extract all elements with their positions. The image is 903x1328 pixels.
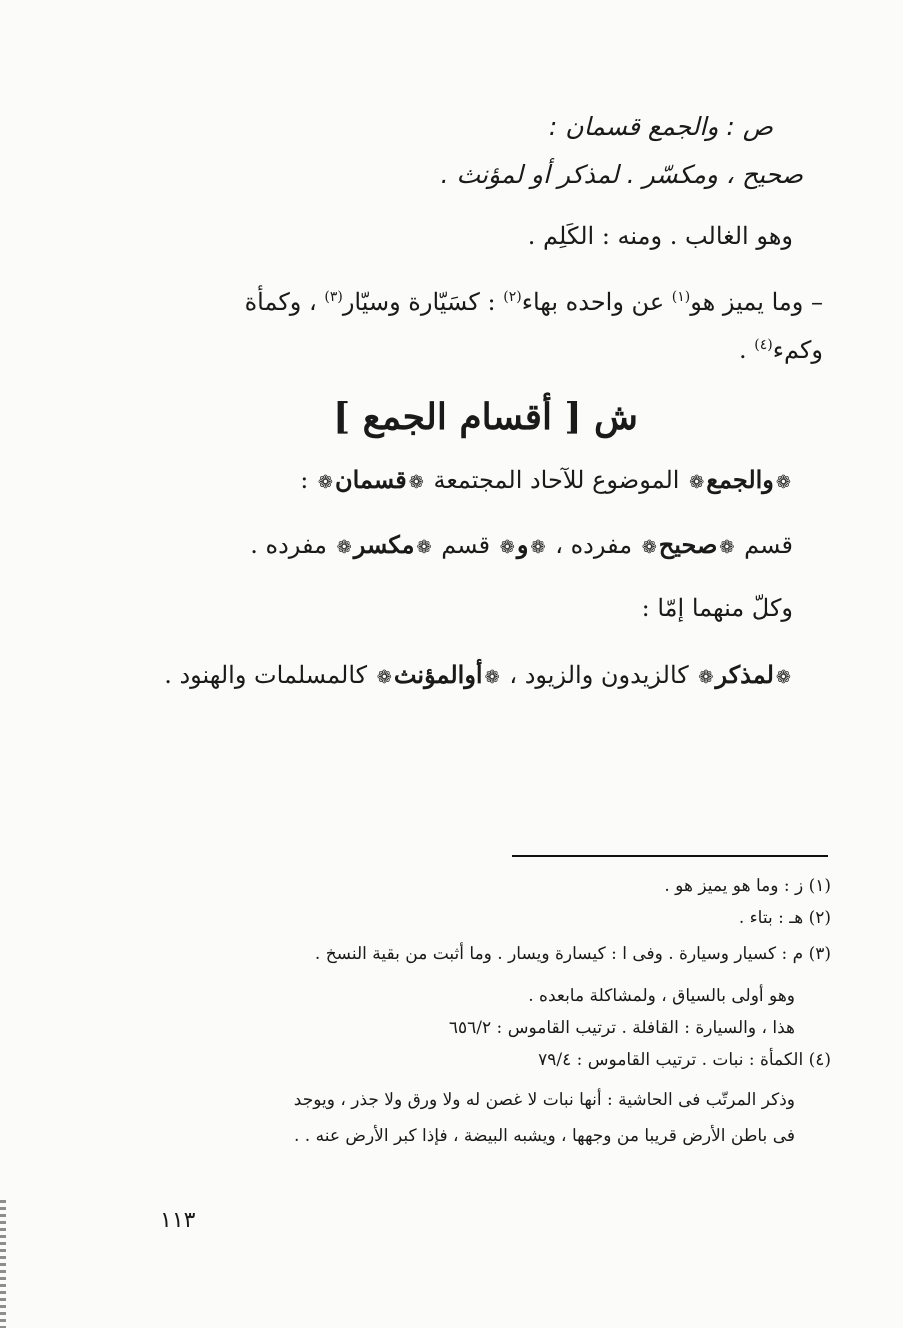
section-heading: ش [ أقسام الجمع ] bbox=[333, 396, 638, 438]
ornament-open-icon: ❁ bbox=[775, 472, 791, 493]
intro-line-3 bbox=[739, 336, 823, 364]
sharh-line-4-ex1: كالزيدون والزيود ، bbox=[509, 661, 689, 689]
intro-line-2-post: ، وكمأة bbox=[244, 288, 317, 316]
sharh-line-1-colon: : bbox=[300, 466, 309, 494]
ornament-open-icon: ❁ bbox=[416, 537, 432, 558]
sharh-line-2-mufrad: مفرده ، bbox=[555, 531, 633, 559]
matn-line-1: ص : والجمع قسمان : bbox=[548, 112, 773, 141]
sharh-line-1 bbox=[300, 465, 793, 494]
sharh-line-4-ex2: كالمسلمات والهنود . bbox=[164, 661, 368, 689]
ornament-open-icon: ❁ bbox=[530, 537, 546, 558]
ornament-close-icon: ❁ bbox=[317, 472, 334, 493]
term-mukassar: مكسر bbox=[353, 530, 415, 559]
term-sahih: صحيح bbox=[658, 530, 718, 559]
ornament-close-icon: ❁ bbox=[376, 667, 392, 688]
sharh-line-4 bbox=[164, 660, 793, 689]
intro-line-3-post: . bbox=[738, 336, 747, 364]
footnote-4-line-1: (٤) الكمأة : نبات . ترتيب القاموس : ٧٩/٤ bbox=[538, 1050, 831, 1070]
ornament-close-icon: ❁ bbox=[689, 472, 705, 493]
ornament-open-icon: ❁ bbox=[484, 667, 500, 688]
term-qisman: قسمان bbox=[335, 465, 407, 494]
ornament-open-icon: ❁ bbox=[775, 667, 791, 688]
term-waw: و bbox=[516, 530, 529, 559]
footnote-1: (١) ز : وما هو يميز هو . bbox=[664, 876, 831, 896]
sharh-line-2 bbox=[250, 530, 793, 559]
footnote-3-line-2: وهو أولى بالسياق ، ولمشاكلة مابعده . bbox=[528, 986, 795, 1006]
intro-line-1: وهو الغالب . ومنه : الكَلِم . bbox=[527, 222, 793, 250]
footnote-4-line-3: فى باطن الأرض قريبا من وجهها ، ويشبه البيضة ، فإذا كبر الأرض عنه . . bbox=[293, 1126, 795, 1146]
matn-line-2: صحيح ، ومكسّر . لمذكر أو لمؤنث . bbox=[440, 160, 803, 189]
footnote-3-line-3: هذا ، والسيارة : القافلة . ترتيب القاموس : ٦٥٦/٢ bbox=[448, 1018, 795, 1038]
term-muannath: أوالمؤنث bbox=[393, 660, 483, 689]
footnote-ref-4[interactable]: (٤) bbox=[754, 337, 773, 353]
intro-line-2-pre: – وما يميز هو bbox=[690, 288, 823, 316]
sharh-line-2-mufrad2: مفرده . bbox=[250, 531, 328, 559]
intro-line-2-mid2: : كسَيّارة وسيّار bbox=[342, 288, 496, 316]
ornament-open-icon: ❁ bbox=[719, 537, 735, 558]
ornament-close-icon: ❁ bbox=[698, 667, 714, 688]
intro-line-3-pre: وكمء bbox=[772, 336, 823, 364]
sharh-line-2-qism: قسم bbox=[744, 531, 793, 559]
footnote-3-line-1: (٣) م : كسيار وسيارة . وفى ا : كيسارة ويسار . وما أثبت من بقية النسخ . bbox=[314, 944, 831, 964]
ornament-open-icon: ❁ bbox=[408, 472, 424, 493]
ornament-close-icon: ❁ bbox=[641, 537, 657, 558]
sharh-line-1-text: الموضوع للآحاد المجتمعة bbox=[433, 466, 680, 494]
footnote-4-line-2: وذكر المرتّب فى الحاشية : أنها نبات لا غصن له ولا ورق ولا جذر ، ويوجد bbox=[293, 1090, 795, 1110]
ornament-close-icon: ❁ bbox=[336, 537, 352, 558]
ornament-close-icon: ❁ bbox=[499, 537, 515, 558]
page-number: ١١٣ bbox=[160, 1208, 196, 1233]
term-mudhakkar: لمذكر bbox=[715, 660, 774, 689]
sharh-line-3: وكلّ منهما إمّا : bbox=[641, 594, 793, 622]
term-jam: والجمع bbox=[706, 465, 774, 494]
footnote-divider bbox=[512, 855, 828, 857]
footnote-ref-2[interactable]: (٢) bbox=[503, 289, 522, 305]
intro-line-2-mid: عن واحده بهاء bbox=[521, 288, 665, 316]
footnote-ref-1[interactable]: (١) bbox=[671, 289, 691, 305]
page-edge-marks bbox=[0, 1200, 6, 1328]
footnote-2: (٢) هـ : بتاء . bbox=[738, 908, 831, 928]
intro-line-2 bbox=[245, 288, 823, 316]
sharh-line-2-qism2: قسم bbox=[441, 531, 491, 559]
footnote-ref-3[interactable]: (٣) bbox=[324, 289, 343, 305]
